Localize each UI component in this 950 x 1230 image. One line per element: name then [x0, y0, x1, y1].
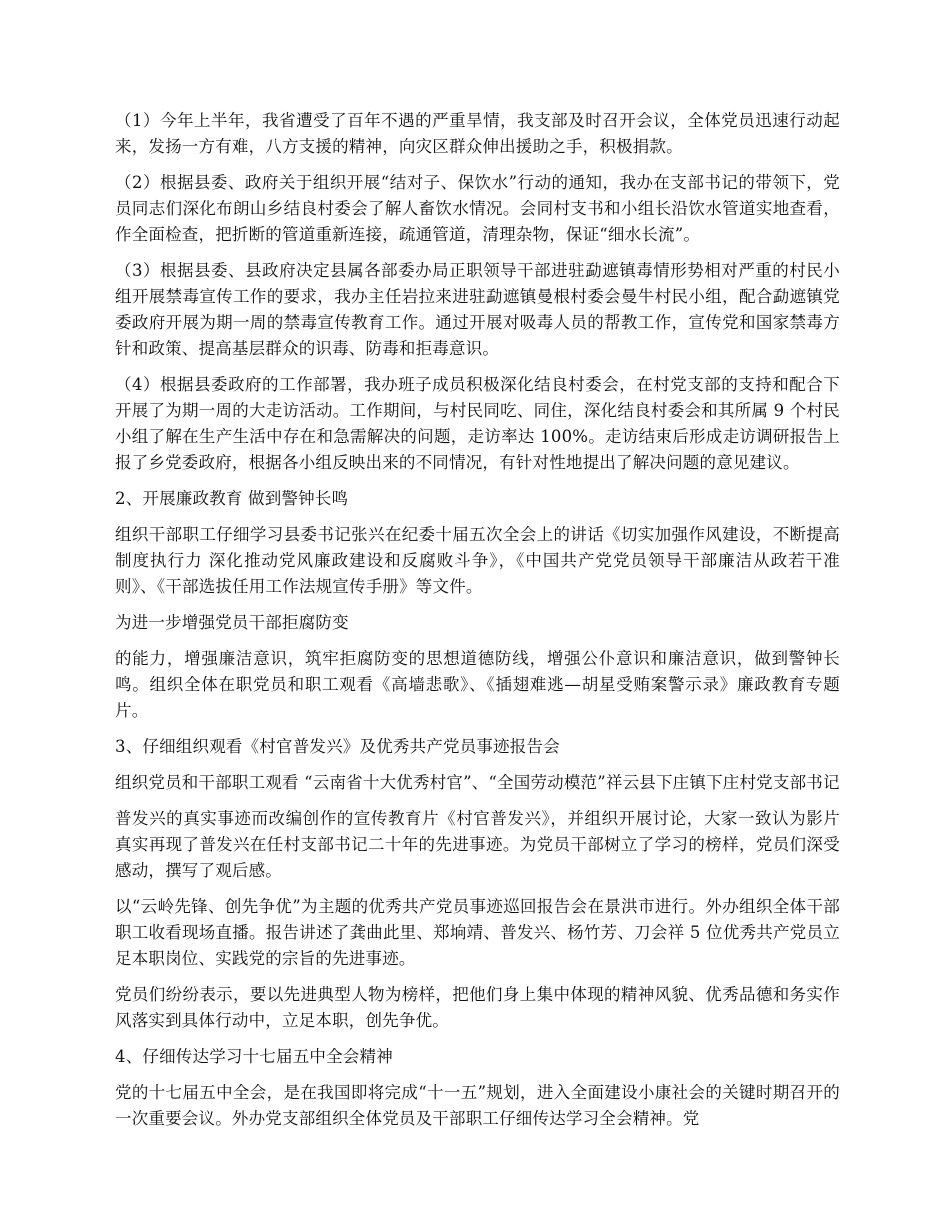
paragraph-fragment: 为进一步增强党员干部拒腐防变	[115, 613, 349, 632]
section-heading-3: 3、仔细组织观看《村官普发兴》及优秀共产党员事迹报告会	[115, 737, 560, 756]
paragraph-village-visit: （4）根据县委政府的工作部署，我办班子成员积极深化结良村委会，在村党支部的支持和配合下开展了为期一周的大走访活动。工作期间，与村民同吃、同住，深化结良村委会和其所属 9 个村民小组了解在生产生活中存在和急需解决的问题，走访率达 100%。走访结束后形成走访调研报告上报了乡党委政府，根据各小组反映出来的不同情况，有针对性地提出了解决问题的意见建议。	[115, 375, 840, 472]
paragraph-study-speech: 组织干部职工仔细学习县委书记张兴在纪委十届五次全会上的讲话《切实加强作风建设，不断提高制度执行力 深化推动党风廉政建设和反腐败斗争》，《中国共产党党员领导干部廉洁从政若干准则》、《干部选拔任用工作法规宣传手册》等文件。	[115, 525, 840, 596]
section-heading-2: 2、开展廉政教育 做到警钟长鸣	[115, 489, 349, 508]
paragraph-members-response: 党员们纷纷表示，要以先进典型人物为榜样，把他们身上集中体现的精神风貌、优秀品德和务实作风落实到具体行动中，立足本职，创先争优。	[115, 985, 840, 1030]
paragraph-plenary-session: 党的十七届五中全会，是在我国即将完成“十一五”规划，进入全面建设小康社会的关键时期召开的一次重要会议。外办党支部组织全体党员及干部职工仔细传达学习全会精神。党	[115, 1083, 840, 1128]
paragraph-drought-relief: （1）今年上半年，我省遭受了百年不遇的严重旱情，我支部及时召开会议，全体党员迅速行动起来，发扬一方有难，八方支援的精神，向灾区群众伸出援助之手，积极捐款。	[115, 111, 840, 156]
paragraph-drinking-water: （2）根据县委、政府关于组织开展“结对子、保饮水”行动的通知，我办在支部书记的带领下，党员同志们深化布朗山乡结良村委会了解人畜饮水情况。会同村支书和小组长沿饮水管道实地查看，作全面检查，把折断的管道重新连接，疏通管道，清理杂物，保证“细水长流”。	[115, 173, 840, 244]
paragraph-report-meeting: 以“云岭先锋、创先争优”为主题的优秀共产党员事迹巡回报告会在景洪市进行。外办组织全体干部职工收看现场直播。报告讲述了龚曲此里、郑垧靖、普发兴、杨竹芳、刀会祥 5 位优秀共产党员立足本职岗位、实践党的宗旨的先进事迹。	[115, 897, 840, 968]
paragraph-integrity: 的能力，增强廉洁意识，筑牢拒腐防变的思想道德防线，增强公仆意识和廉洁意识，做到警钟长鸣。组织全体在职党员和职工观看《高墙悲歌》、《插翅难逃—胡星受贿案警示录》廉政教育专题片。	[115, 649, 840, 720]
paragraph-anti-drug: （3）根据县委、县政府决定县属各部委办局正职领导干部进驻勐遮镇毒情形势相对严重的村民小组开展禁毒宣传工作的要求，我办主任岩拉来进驻勐遮镇曼根村委会曼牛村民小组，配合勐遮镇党委政府开展为期一周的禁毒宣传教育工作。通过开展对吸毒人员的帮教工作，宣传党和国家禁毒方针和政策、提高基层群众的识毒、防毒和拒毒意识。	[115, 261, 840, 358]
paragraph-watch-film: 组织党员和干部职工观看 “云南省十大优秀村官”、“全国劳动模范”祥云县下庄镇下庄村党支部书记	[115, 773, 840, 792]
paragraph-film-discussion: 普发兴的真实事迹而改编创作的宣传教育片《村官普发兴》，并组织开展讨论，大家一致认为影片真实再现了普发兴在任村支部书记二十年的先进事迹。为党员干部树立了学习的榜样，党员们深受感动，撰写了观后感。	[115, 809, 840, 880]
section-heading-4: 4、仔细传达学习十七届五中全会精神	[115, 1047, 393, 1066]
document-page	[115, 108, 840, 1142]
